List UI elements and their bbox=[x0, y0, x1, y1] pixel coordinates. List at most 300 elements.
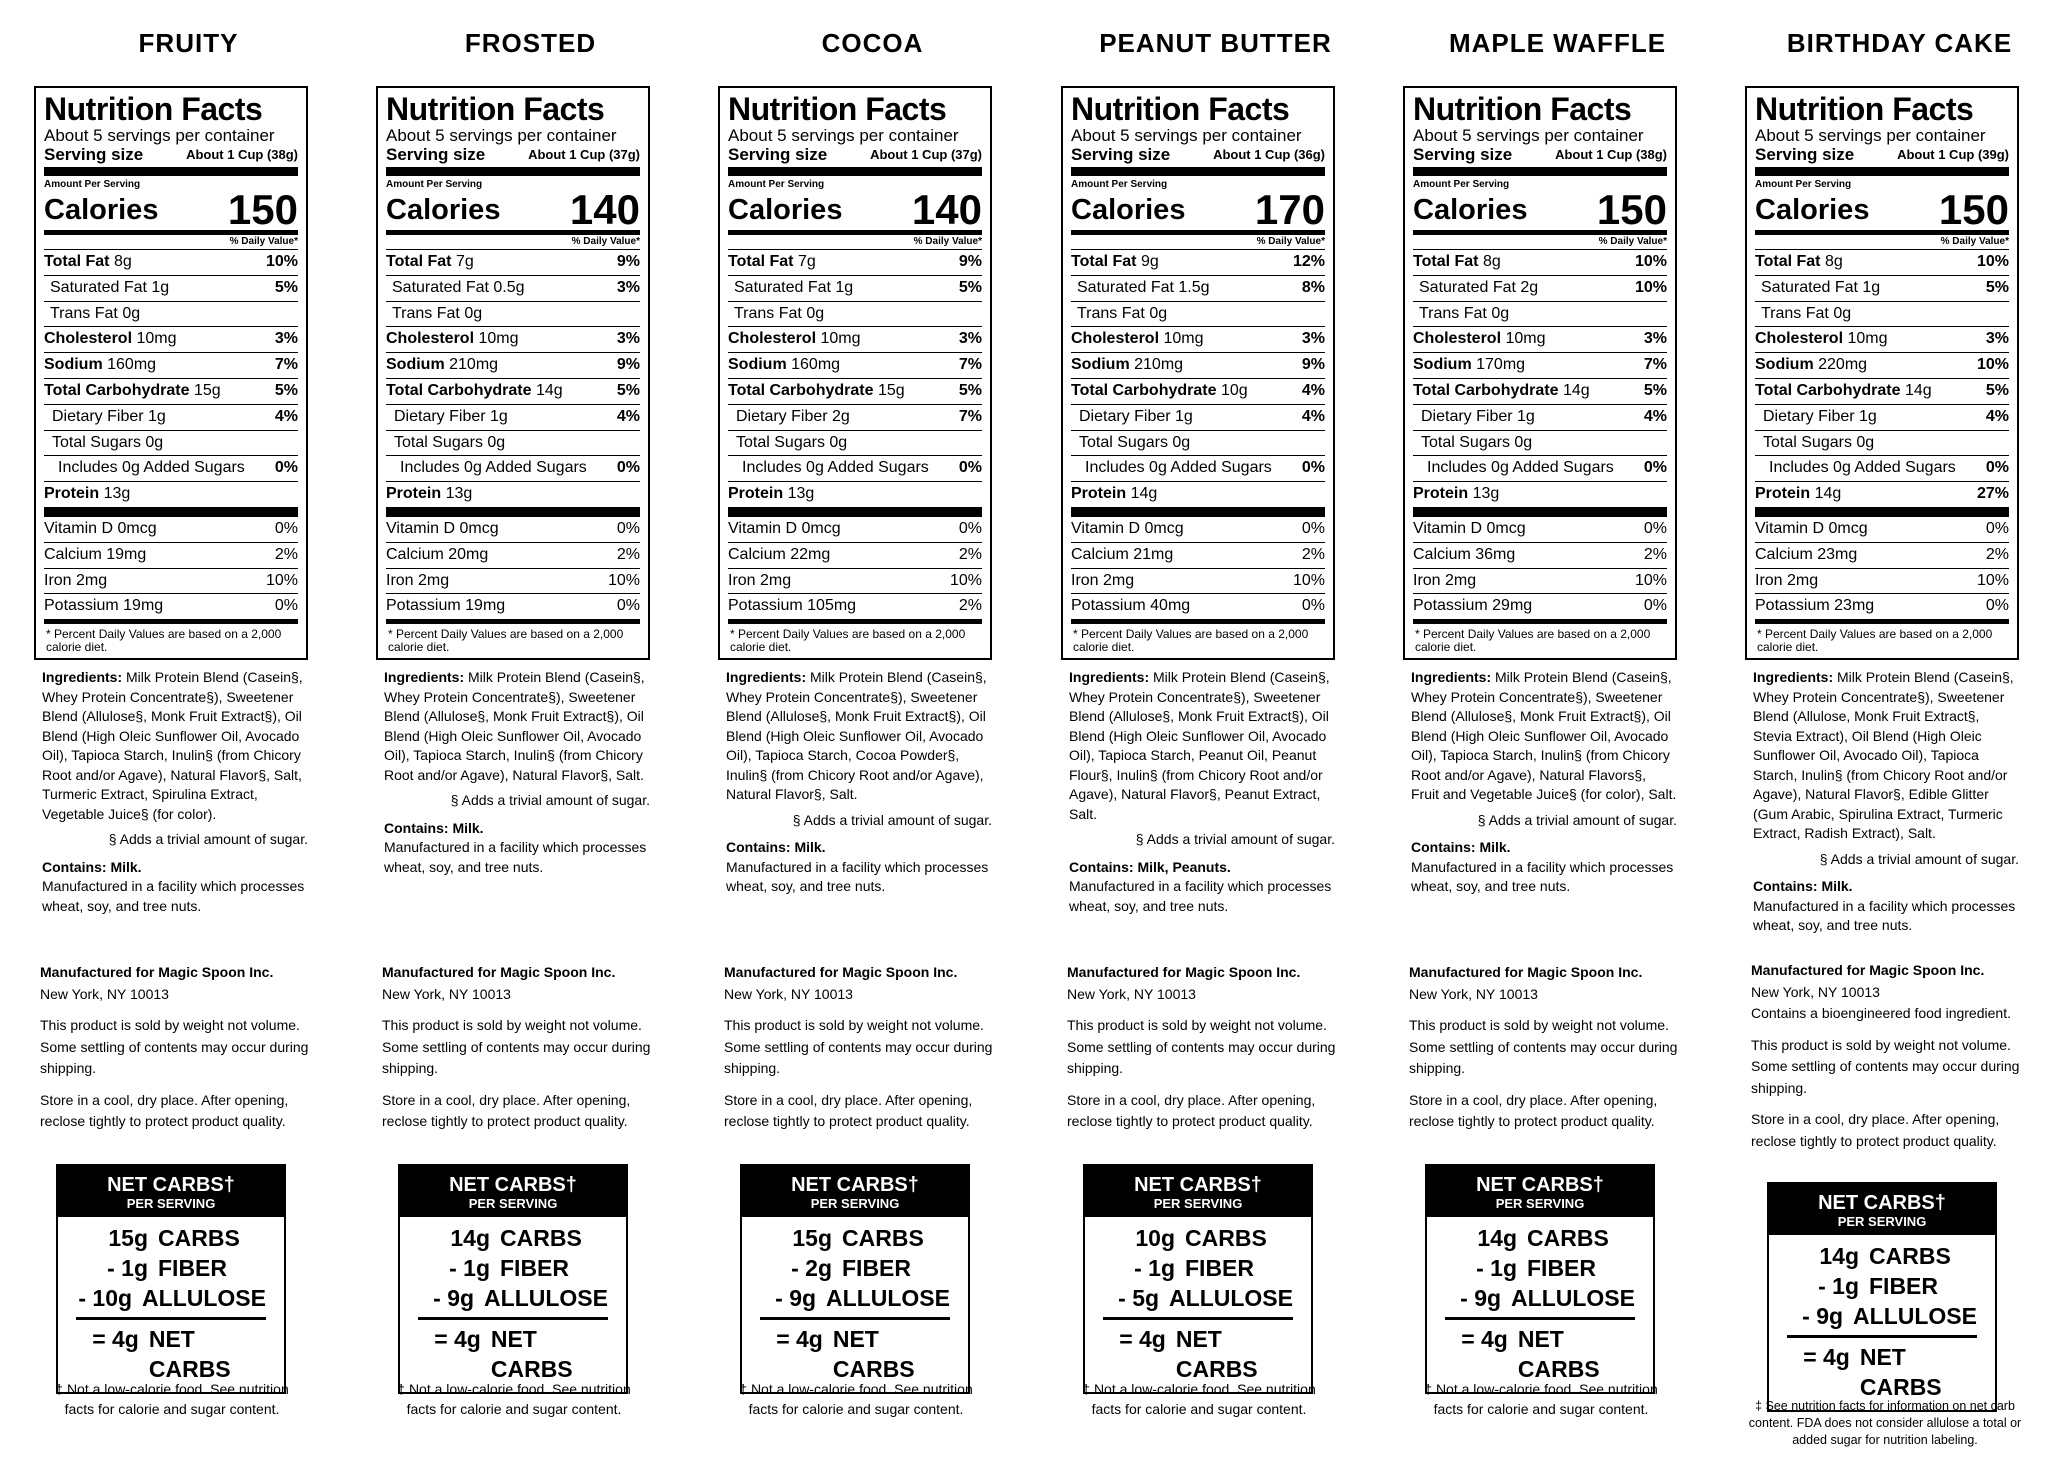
nutrient-amount: 1g bbox=[151, 278, 170, 296]
nutrient-row bbox=[1413, 353, 1667, 379]
sugar-note: § Adds a trivial amount of sugar. bbox=[792, 811, 992, 828]
nutrient-daily-value: 10% bbox=[1634, 278, 1667, 296]
nutrient-name: Dietary Fiber bbox=[1079, 407, 1171, 425]
nutrient-amount: 1g bbox=[1175, 407, 1193, 425]
serving-size-row bbox=[44, 145, 298, 176]
vitamin-name: Vitamin D 0mcg bbox=[728, 519, 841, 537]
nutrient-name: Total Carbohydrate bbox=[1071, 381, 1217, 399]
fiber-label: FIBER bbox=[1869, 1273, 1938, 1299]
ingredients-block bbox=[1411, 668, 1677, 897]
vitamin-daily-value: 0% bbox=[1985, 597, 2009, 615]
nutrient-name: Protein bbox=[728, 485, 784, 503]
nutrition-facts-heading: Nutrition Facts bbox=[1071, 91, 1290, 127]
nutrient-row bbox=[728, 405, 982, 431]
serving-size-value: About 1 Cup (39g) bbox=[1897, 147, 2009, 162]
nutrient-daily-value: 5% bbox=[274, 381, 298, 399]
nutrient-name: Saturated Fat bbox=[50, 278, 147, 296]
nutrition-facts-heading: Nutrition Facts bbox=[44, 91, 263, 127]
sugar-note: § Adds a trivial amount of sugar. bbox=[450, 792, 650, 808]
manufacturer-name: Manufactured for Magic Spoon Inc. bbox=[40, 964, 274, 980]
ingredients-label: Ingredients: bbox=[1753, 669, 1834, 685]
net-carbs-calculation bbox=[742, 1217, 968, 1392]
nutrient-row bbox=[728, 353, 982, 379]
vitamin-row bbox=[1755, 594, 2009, 624]
nutrient-row bbox=[728, 379, 982, 405]
calories-row bbox=[1071, 186, 1325, 235]
nutrition-facts-panel bbox=[1403, 86, 1677, 660]
ingredients-label: Ingredients: bbox=[42, 669, 123, 685]
net-carbs-amount: = 4g bbox=[776, 1326, 823, 1352]
nutrient-name: Cholesterol bbox=[728, 330, 817, 348]
nutrient-daily-value: 4% bbox=[1643, 407, 1667, 425]
calories-row bbox=[1755, 186, 2009, 235]
allulose-amount: - 9g bbox=[1802, 1303, 1844, 1329]
serving-size-label: Serving size bbox=[1071, 145, 1171, 164]
nutrient-name: Includes 0g Added Sugars bbox=[400, 459, 587, 477]
net-carbs-total-line bbox=[418, 1317, 608, 1384]
nutrient-daily-value: 9% bbox=[616, 253, 640, 270]
fiber-amount: - 1g bbox=[107, 1255, 148, 1281]
carbs-line bbox=[1445, 1223, 1635, 1253]
facility-statement: Manufactured in a facility which processes wheat, soy, and tree nuts. bbox=[1753, 897, 2016, 933]
nutrition-facts-heading: Nutrition Facts bbox=[1413, 91, 1632, 127]
carbs-amount: 15g bbox=[108, 1225, 148, 1251]
ingredients-block bbox=[42, 668, 308, 916]
vitamin-name: Iron 2mg bbox=[728, 571, 792, 589]
nutrient-row bbox=[386, 250, 640, 276]
nutrient-name: Protein bbox=[1413, 485, 1469, 503]
storage-note: Store in a cool, dry place. After opening, reclose tightly to protect product quality. bbox=[724, 1091, 973, 1129]
vitamin-name: Vitamin D 0mcg bbox=[44, 519, 157, 537]
manufacturer-address: New York, NY 10013 bbox=[382, 985, 511, 1002]
net-carbs-header bbox=[1427, 1166, 1653, 1217]
bioengineered-note: Contains a bioengineered food ingredient. bbox=[1751, 1005, 2011, 1021]
nutrient-row bbox=[728, 250, 982, 276]
vitamin-daily-value: 0% bbox=[274, 597, 298, 615]
vitamin-row bbox=[1413, 569, 1667, 595]
nutrient-row bbox=[1755, 250, 2009, 276]
allulose-amount: - 9g bbox=[775, 1285, 817, 1311]
manufacturer-block bbox=[1067, 962, 1357, 1143]
vitamin-daily-value: 0% bbox=[958, 519, 982, 537]
nutrient-amount: 1.5g bbox=[1178, 278, 1210, 296]
vitamin-name: Iron 2mg bbox=[1071, 571, 1135, 589]
net-carbs-label: NET CARBS bbox=[148, 1326, 231, 1382]
vitamin-daily-value: 0% bbox=[1643, 519, 1667, 537]
vitamin-name: Calcium 19mg bbox=[44, 545, 147, 563]
facility-statement: Manufactured in a facility which processes wheat, soy, and tree nuts. bbox=[384, 839, 647, 875]
daily-value-header: % Daily Value* bbox=[1755, 235, 2009, 250]
nutrient-row bbox=[1755, 456, 2009, 482]
nutrient-name: Sodium bbox=[1071, 356, 1130, 374]
nutrient-amount: 8g bbox=[113, 253, 132, 270]
nutrient-amount: 13g bbox=[1472, 485, 1500, 503]
nutrient-row bbox=[1071, 327, 1325, 353]
vitamin-row bbox=[1755, 517, 2009, 543]
allulose-label: ALLULOSE bbox=[484, 1285, 608, 1311]
net-carbs-calculation bbox=[1427, 1217, 1653, 1392]
allulose-label: ALLULOSE bbox=[826, 1285, 950, 1311]
product-column bbox=[34, 0, 343, 1480]
nutrient-daily-value: 0% bbox=[1643, 459, 1667, 477]
amount-per-serving: Amount Per Serving bbox=[1413, 179, 1510, 190]
net-carbs-total-line bbox=[1445, 1317, 1635, 1384]
nutrient-row bbox=[44, 250, 298, 276]
nutrient-name: Total Carbohydrate bbox=[728, 381, 874, 399]
manufacturer-name: Manufactured for Magic Spoon Inc. bbox=[724, 964, 958, 980]
vitamin-daily-value: 0% bbox=[1301, 519, 1325, 537]
nutrient-row bbox=[44, 482, 298, 517]
nutrient-amount: 15g bbox=[877, 381, 905, 399]
facility-statement: Manufactured in a facility which processes wheat, soy, and tree nuts. bbox=[1411, 858, 1674, 894]
allergen-statement: Contains: Milk, Peanuts. bbox=[1069, 858, 1231, 875]
fiber-label: FIBER bbox=[1527, 1255, 1596, 1281]
nutrient-name: Sodium bbox=[728, 356, 787, 374]
fiber-line bbox=[760, 1253, 950, 1283]
daily-value-footnote: * Percent Daily Values are based on a 2,000 calorie diet. bbox=[1073, 627, 1309, 655]
nutrient-row bbox=[1071, 353, 1325, 379]
net-carbs-total-line bbox=[760, 1317, 950, 1384]
nutrient-amount: 8g bbox=[1824, 253, 1843, 270]
vitamin-row bbox=[1755, 543, 2009, 569]
nutrition-facts-panel bbox=[376, 86, 650, 660]
vitamin-row bbox=[44, 569, 298, 595]
allulose-line bbox=[418, 1283, 608, 1313]
ingredients-label: Ingredients: bbox=[384, 669, 465, 685]
ingredients-text: Milk Protein Blend (Casein§, Whey Protein Concentrate§), Sweetener Blend (Allulose, Monk Fruit Extract§, Stevia Extract), Oil Blend (High Oleic Sunflower Oil, Avocado Oil), Tapioca Starch, Inulin§ (from Chicory Root and/or Agave), Natural Flavor§, Edible Glitter (Gum Arabic, Spirulina Extract, Turmeric Extract, Radish Extract), Salt. bbox=[1753, 669, 2014, 841]
nutrient-amount: 2g bbox=[1520, 278, 1539, 296]
vitamin-name: Calcium 22mg bbox=[728, 545, 831, 563]
flavor-title: COCOA bbox=[821, 28, 924, 58]
net-carbs-box bbox=[56, 1164, 286, 1394]
nutrient-name: Total Sugars bbox=[394, 433, 483, 451]
sugar-note: § Adds a trivial amount of sugar. bbox=[1819, 850, 2019, 867]
storage-note: Store in a cool, dry place. After opening, reclose tightly to protect product quality. bbox=[382, 1091, 631, 1129]
nutrient-amount: 13g bbox=[103, 485, 131, 503]
nutrient-row bbox=[386, 431, 640, 457]
net-carbs-amount: = 4g bbox=[92, 1326, 139, 1352]
fiber-amount: - 1g bbox=[1818, 1273, 1859, 1299]
nutrient-daily-value: 7% bbox=[958, 356, 982, 374]
nutrient-daily-value: 0% bbox=[616, 459, 640, 477]
net-carbs-label: NET CARBS bbox=[490, 1326, 573, 1382]
nutrient-daily-value: 3% bbox=[1301, 330, 1325, 348]
manufacturer-address: New York, NY 10013 bbox=[724, 985, 853, 1002]
flavor-title: PEANUT BUTTER bbox=[1099, 28, 1332, 58]
net-carbs-total-line bbox=[1103, 1317, 1293, 1384]
nutrient-name: Total Sugars bbox=[1079, 433, 1168, 451]
net-carbs-footnote: † Not a low-calorie food. See nutrition facts for calorie and sugar content. bbox=[1424, 1381, 1658, 1417]
ingredients-label: Ingredients: bbox=[726, 669, 807, 685]
nutrient-name: Saturated Fat bbox=[1761, 278, 1858, 296]
nutrient-amount: 0g bbox=[1491, 304, 1510, 322]
carbs-label: CARBS bbox=[500, 1225, 582, 1251]
nutrient-name: Total Sugars bbox=[1763, 433, 1852, 451]
facility-statement: Manufactured in a facility which processes wheat, soy, and tree nuts. bbox=[726, 858, 989, 894]
serving-size-label: Serving size bbox=[728, 145, 828, 164]
nutrient-row bbox=[386, 327, 640, 353]
serving-size-row bbox=[386, 145, 640, 176]
nutrient-row bbox=[1071, 405, 1325, 431]
nutrient-daily-value: 7% bbox=[958, 407, 982, 425]
calories-row bbox=[386, 186, 640, 235]
nutrient-daily-value: 9% bbox=[958, 253, 982, 270]
nutrient-daily-value: 10% bbox=[1634, 253, 1667, 270]
fiber-amount: - 1g bbox=[1134, 1255, 1175, 1281]
fiber-line bbox=[1103, 1253, 1293, 1283]
vitamin-name: Potassium 19mg bbox=[386, 597, 506, 615]
net-carbs-box bbox=[740, 1164, 970, 1394]
vitamin-name: Potassium 105mg bbox=[728, 597, 857, 615]
allulose-line bbox=[1103, 1283, 1293, 1313]
nutrient-name: Total Carbohydrate bbox=[1755, 381, 1901, 399]
nutrition-facts-panel bbox=[1061, 86, 1335, 660]
nutrient-name: Includes 0g Added Sugars bbox=[1427, 459, 1614, 477]
allulose-line bbox=[76, 1283, 266, 1313]
net-carbs-label: NET CARBS bbox=[832, 1326, 915, 1382]
nutrient-daily-value: 4% bbox=[1301, 407, 1325, 425]
vitamin-row bbox=[44, 517, 298, 543]
nutrient-name: Trans Fat bbox=[50, 304, 118, 322]
carbs-line bbox=[760, 1223, 950, 1253]
nutrient-row bbox=[44, 327, 298, 353]
net-carbs-calculation bbox=[1769, 1235, 1995, 1410]
nutrient-row bbox=[1755, 327, 2009, 353]
fiber-amount: - 1g bbox=[449, 1255, 490, 1281]
daily-value-header: % Daily Value* bbox=[728, 235, 982, 250]
vitamin-name: Iron 2mg bbox=[1755, 571, 1819, 589]
nutrient-name: Total Carbohydrate bbox=[386, 381, 532, 399]
net-carbs-footnote: † Not a low-calorie food. See nutrition facts for calorie and sugar content. bbox=[397, 1381, 631, 1417]
carbs-amount: 14g bbox=[1477, 1225, 1517, 1251]
net-carbs-box bbox=[1083, 1164, 1313, 1394]
nutrient-daily-value: 3% bbox=[274, 330, 298, 348]
nutrient-name: Saturated Fat bbox=[1419, 278, 1516, 296]
calories-row bbox=[1413, 186, 1667, 235]
vitamin-row bbox=[728, 569, 982, 595]
manufacturer-name: Manufactured for Magic Spoon Inc. bbox=[382, 964, 616, 980]
storage-note: Store in a cool, dry place. After opening, reclose tightly to protect product quality. bbox=[1067, 1091, 1316, 1129]
net-carbs-footnote: † Not a low-calorie food. See nutrition facts for calorie and sugar content. bbox=[55, 1381, 289, 1417]
nutrient-amount: 1g bbox=[148, 407, 166, 425]
allulose-label: ALLULOSE bbox=[1853, 1303, 1977, 1329]
flavor-title: FROSTED bbox=[464, 28, 597, 58]
vitamin-row bbox=[386, 569, 640, 595]
nutrient-name: Includes 0g Added Sugars bbox=[58, 459, 245, 477]
nutrient-name: Total Fat bbox=[386, 253, 452, 270]
nutrient-name: Total Fat bbox=[1413, 253, 1479, 270]
allergen-statement: Contains: Milk. bbox=[726, 839, 826, 855]
nutrient-daily-value: 7% bbox=[1643, 356, 1667, 374]
manufacturer-block bbox=[1409, 962, 1699, 1143]
nutrient-row bbox=[386, 482, 640, 517]
nutrient-name: Cholesterol bbox=[1071, 330, 1160, 348]
allulose-line bbox=[1445, 1283, 1635, 1313]
nutrient-amount: 0g bbox=[464, 304, 483, 322]
net-carbs-box bbox=[1425, 1164, 1655, 1394]
calories-label: Calories bbox=[1755, 194, 1870, 226]
daily-value-footnote: * Percent Daily Values are based on a 2,000 calorie diet. bbox=[730, 627, 966, 655]
allergen-statement: Contains: Milk. bbox=[1411, 839, 1511, 855]
nutrient-row bbox=[1413, 431, 1667, 457]
vitamin-daily-value: 10% bbox=[949, 571, 982, 589]
nutrient-row bbox=[386, 405, 640, 431]
fiber-amount: - 1g bbox=[1476, 1255, 1517, 1281]
serving-size-label: Serving size bbox=[1413, 145, 1513, 164]
calories-row bbox=[728, 186, 982, 235]
ingredients-text: Milk Protein Blend (Casein§, Whey Protein Concentrate§), Sweetener Blend (Allulose§, Monk Fruit Extract§), Oil Blend (High Oleic Sunflower Oil, Avocado Oil), Tapioca Starch, Inulin§ (from Chicory Root and/or Agave), Natural Flavor§, Salt, Turmeric Extract, Spirulina Extract, Vegetable Juice§ (for color). bbox=[42, 669, 303, 822]
net-carbs-calculation bbox=[1085, 1217, 1311, 1392]
net-carbs-title: NET CARBS† bbox=[791, 1174, 919, 1196]
nutrient-row bbox=[1413, 405, 1667, 431]
allergen-statement: Contains: Milk. bbox=[1753, 878, 1853, 894]
vitamin-daily-value: 0% bbox=[616, 597, 640, 615]
allulose-line bbox=[760, 1283, 950, 1313]
servings-per-container: About 5 servings per container bbox=[1755, 126, 1986, 145]
serving-size-value: About 1 Cup (38g) bbox=[1555, 147, 1667, 162]
vitamin-daily-value: 0% bbox=[1985, 519, 2009, 537]
nutrient-row bbox=[1413, 302, 1667, 328]
manufacturer-address: New York, NY 10013 bbox=[40, 985, 169, 1002]
nutrient-row bbox=[1413, 379, 1667, 405]
nutrient-row bbox=[1413, 276, 1667, 302]
nutrient-name: Trans Fat bbox=[734, 304, 802, 322]
nutrient-name: Trans Fat bbox=[1419, 304, 1487, 322]
vitamin-row bbox=[1755, 569, 2009, 595]
nutrient-daily-value: 0% bbox=[1301, 459, 1325, 477]
nutrient-amount: 160mg bbox=[107, 356, 157, 374]
flavor-title: BIRTHDAY CAKE bbox=[1786, 28, 2013, 58]
nutrient-row bbox=[44, 431, 298, 457]
net-carbs-amount: = 4g bbox=[1119, 1326, 1166, 1352]
vitamin-daily-value: 10% bbox=[1292, 571, 1325, 589]
vitamin-daily-value: 2% bbox=[1301, 545, 1325, 563]
nutrient-row bbox=[1755, 276, 2009, 302]
net-carbs-subtitle: PER SERVING bbox=[468, 1196, 558, 1211]
manufacturer-address: New York, NY 10013 bbox=[1067, 985, 1196, 1002]
allulose-amount: - 9g bbox=[433, 1285, 475, 1311]
amount-per-serving: Amount Per Serving bbox=[728, 179, 825, 190]
nutrient-amount: 13g bbox=[445, 485, 473, 503]
net-carbs-header bbox=[1769, 1184, 1995, 1235]
carbs-line bbox=[1787, 1241, 1977, 1271]
carbs-label: CARBS bbox=[1185, 1225, 1267, 1251]
nutrient-row bbox=[1413, 482, 1667, 517]
vitamin-daily-value: 0% bbox=[274, 519, 298, 537]
manufacturer-block bbox=[724, 962, 1014, 1143]
carbs-amount: 10g bbox=[1135, 1225, 1175, 1251]
serving-size-row bbox=[1755, 145, 2009, 176]
net-carbs-title: NET CARBS† bbox=[107, 1174, 235, 1196]
nutrient-row bbox=[728, 456, 982, 482]
nutrient-amount: 15g bbox=[193, 381, 221, 399]
nutrient-daily-value: 0% bbox=[1985, 459, 2009, 477]
allulose-label: ALLULOSE bbox=[1511, 1285, 1635, 1311]
nutrient-amount: 170mg bbox=[1476, 356, 1526, 374]
nutrient-amount: 0g bbox=[145, 433, 164, 451]
nutrition-facts-panel bbox=[718, 86, 992, 660]
nutrient-row bbox=[1071, 302, 1325, 328]
nutrient-amount: 2g bbox=[832, 407, 850, 425]
nutrient-amount: 210mg bbox=[449, 356, 499, 374]
nutrient-daily-value: 5% bbox=[1985, 381, 2009, 399]
ingredients-label: Ingredients: bbox=[1411, 669, 1492, 685]
vitamin-row bbox=[728, 517, 982, 543]
serving-size-row bbox=[1413, 145, 1667, 176]
amount-per-serving: Amount Per Serving bbox=[1071, 179, 1168, 190]
net-carbs-footnote: † Not a low-calorie food. See nutrition facts for calorie and sugar content. bbox=[1082, 1381, 1316, 1417]
servings-per-container: About 5 servings per container bbox=[1413, 126, 1644, 145]
vitamin-name: Vitamin D 0mcg bbox=[1413, 519, 1526, 537]
vitamin-row bbox=[386, 517, 640, 543]
nutrient-row bbox=[386, 456, 640, 482]
daily-value-footnote: * Percent Daily Values are based on a 2,000 calorie diet. bbox=[46, 627, 282, 655]
nutrient-amount: 1g bbox=[490, 407, 508, 425]
nutrient-name: Includes 0g Added Sugars bbox=[1769, 459, 1956, 477]
nutrient-amount: 0g bbox=[1856, 433, 1875, 451]
nutrient-daily-value: 4% bbox=[1301, 381, 1325, 399]
nutrient-row bbox=[728, 327, 982, 353]
sugar-note: § Adds a trivial amount of sugar. bbox=[1477, 811, 1677, 828]
ingredients-text: Milk Protein Blend (Casein§, Whey Protein Concentrate§), Sweetener Blend (Allulose§, Monk Fruit Extract§), Oil Blend (High Oleic Sunflower Oil, Avocado Oil), Tapioca Starch, Peanut Oil, Peanut Flour§, Inulin§ (from Chicory Root and/or Agave), Natural Flavor§, Peanut Extract, Salt. bbox=[1069, 669, 1330, 822]
vitamin-daily-value: 2% bbox=[274, 545, 298, 563]
nutrient-row bbox=[44, 405, 298, 431]
manufacturer-address: New York, NY 10013 bbox=[1409, 985, 1538, 1002]
serving-size-value: About 1 Cup (37g) bbox=[870, 147, 982, 162]
fiber-label: FIBER bbox=[842, 1255, 911, 1281]
nutrient-daily-value: 27% bbox=[1976, 485, 2009, 503]
vitamin-name: Vitamin D 0mcg bbox=[386, 519, 499, 537]
net-carbs-amount: = 4g bbox=[1461, 1326, 1508, 1352]
net-carbs-amount: = 4g bbox=[1803, 1344, 1850, 1370]
vitamin-daily-value: 2% bbox=[616, 545, 640, 563]
serving-size-value: About 1 Cup (37g) bbox=[528, 147, 640, 162]
ingredients-text: Milk Protein Blend (Casein§, Whey Protein Concentrate§), Sweetener Blend (Allulose§, Monk Fruit Extract§), Oil Blend (High Oleic Sunflower Oil, Avocado Oil), Tapioca Starch, Inulin§ (from Chicory Root and/or Agave), Natural Flavors§, Fruit and Vegetable Juice§ (for color), Salt. bbox=[1411, 669, 1677, 802]
vitamin-daily-value: 2% bbox=[958, 545, 982, 563]
nutrient-name: Dietary Fiber bbox=[52, 407, 144, 425]
nutrient-amount: 0g bbox=[806, 304, 825, 322]
daily-value-header: % Daily Value* bbox=[1413, 235, 1667, 250]
carbs-amount: 14g bbox=[1819, 1243, 1859, 1269]
nutrient-name: Sodium bbox=[1413, 356, 1472, 374]
nutrient-row bbox=[386, 302, 640, 328]
net-carbs-title: NET CARBS† bbox=[1818, 1192, 1946, 1214]
allulose-line bbox=[1787, 1301, 1977, 1331]
nutrient-amount: 14g bbox=[1562, 381, 1590, 399]
fiber-line bbox=[76, 1253, 266, 1283]
facility-statement: Manufactured in a facility which processes wheat, soy, and tree nuts. bbox=[1069, 878, 1332, 914]
servings-per-container: About 5 servings per container bbox=[1071, 126, 1302, 145]
nutrient-row bbox=[44, 302, 298, 328]
nutrient-amount: 0g bbox=[122, 304, 141, 322]
nutrient-row bbox=[44, 276, 298, 302]
vitamin-row bbox=[1413, 594, 1667, 624]
nutrient-amount: 160mg bbox=[791, 356, 841, 374]
vitamin-name: Iron 2mg bbox=[1413, 571, 1477, 589]
nutrient-name: Dietary Fiber bbox=[1421, 407, 1513, 425]
vitamin-row bbox=[1071, 569, 1325, 595]
nutrient-amount: 0g bbox=[1149, 304, 1168, 322]
nutrient-amount: 7g bbox=[797, 253, 816, 270]
nutrient-row bbox=[1755, 379, 2009, 405]
allulose-amount: - 10g bbox=[78, 1285, 133, 1311]
nutrient-amount: 8g bbox=[1482, 253, 1501, 270]
nutrient-row bbox=[728, 302, 982, 328]
ingredients-block bbox=[1753, 668, 2019, 936]
nutrient-name: Saturated Fat bbox=[734, 278, 831, 296]
net-carbs-subtitle: PER SERVING bbox=[810, 1196, 900, 1211]
vitamin-name: Iron 2mg bbox=[44, 571, 108, 589]
